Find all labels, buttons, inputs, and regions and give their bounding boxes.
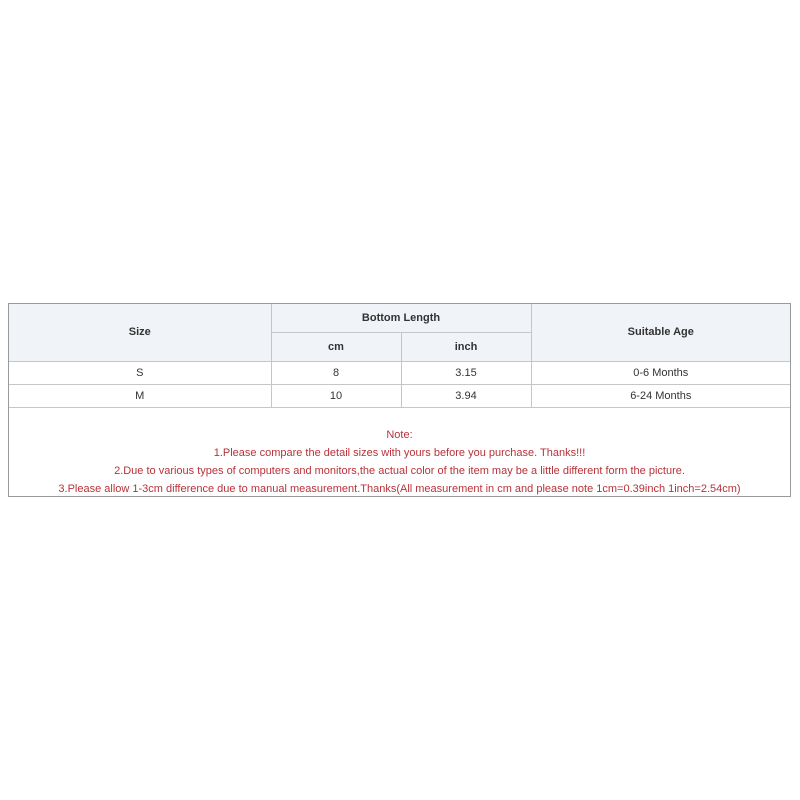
size-cell: M [9, 384, 271, 407]
cm-cell: 8 [271, 361, 401, 384]
inch-cell: 3.94 [401, 384, 531, 407]
notes-section [9, 426, 790, 498]
size-chart [8, 303, 791, 497]
note-title: Note: [386, 429, 413, 441]
size-cell: S [9, 361, 271, 384]
suitable-age-header: Suitable Age [531, 304, 790, 361]
table-row [9, 384, 790, 407]
cm-cell: 10 [271, 384, 401, 407]
size-header: Size [9, 304, 271, 361]
table-header-row [9, 304, 790, 332]
cm-header: cm [271, 332, 401, 361]
bottom-length-header: Bottom Length [271, 304, 531, 332]
table-row [9, 361, 790, 384]
note-line-3: 3.Please allow 1-3cm difference due to manual measurement.Thanks(All measurement in cm and please note 1cm=0.39inch 1inch=2.54cm) [58, 483, 741, 495]
note-line-2: 2.Due to various types of computers and monitors,the actual color of the item may be a little different form the picture. [114, 465, 685, 477]
size-table [9, 304, 790, 408]
age-cell: 6-24 Months [531, 384, 790, 407]
inch-header: inch [401, 332, 531, 361]
age-cell: 0-6 Months [531, 361, 790, 384]
inch-cell: 3.15 [401, 361, 531, 384]
note-line-1: 1.Please compare the detail sizes with yours before you purchase. Thanks!!! [213, 447, 586, 459]
